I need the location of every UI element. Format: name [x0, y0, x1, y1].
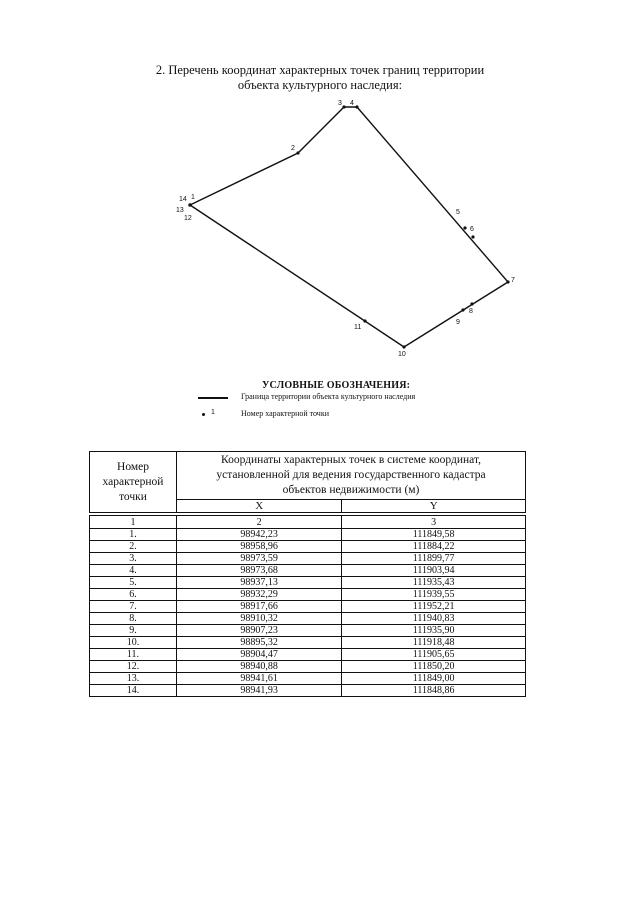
coord-y-cell: 111849,00	[342, 673, 526, 685]
point-marker	[363, 319, 366, 322]
boundary-plan	[0, 95, 640, 370]
coordinates-table	[89, 451, 526, 697]
section-heading	[0, 63, 640, 93]
point-number-cell: 7.	[90, 601, 177, 613]
coord-x-cell: 98940,88	[177, 661, 342, 673]
point-label: 5	[456, 209, 460, 216]
column-index-row	[90, 516, 526, 529]
point-marker	[402, 345, 405, 348]
table-row	[90, 637, 526, 649]
table-row	[90, 529, 526, 541]
point-marker	[342, 105, 345, 108]
coord-x-cell: 98958,96	[177, 541, 342, 553]
coord-x-cell: 98973,59	[177, 553, 342, 565]
boundary-line	[190, 107, 508, 347]
coord-y-cell: 111952,21	[342, 601, 526, 613]
column-index: 2	[177, 516, 342, 529]
point-number-cell: 14.	[90, 685, 177, 697]
legend-boundary-label: Граница территории объекта культурного наследия	[241, 392, 416, 401]
table-row	[90, 589, 526, 601]
coord-y-cell: 111905,65	[342, 649, 526, 661]
header-point-number	[90, 452, 177, 513]
table-row	[90, 577, 526, 589]
coord-x-cell: 98941,61	[177, 673, 342, 685]
table-row	[90, 661, 526, 673]
point-label: 11	[354, 324, 362, 331]
point-label: 14	[179, 196, 187, 203]
coord-y-cell: 111903,94	[342, 565, 526, 577]
point-number-cell: 12.	[90, 661, 177, 673]
header-coords-line: Координаты характерных точек в системе координат,	[220, 454, 481, 466]
column-index: 1	[90, 516, 177, 529]
coord-x-cell: 98910,32	[177, 613, 342, 625]
legend-point-number: 1	[211, 409, 215, 416]
point-marker	[471, 235, 474, 238]
coord-y-cell: 111940,83	[342, 613, 526, 625]
point-marker	[188, 203, 191, 206]
point-label: 9	[456, 319, 460, 326]
coord-y-cell: 111935,43	[342, 577, 526, 589]
point-marker	[461, 308, 464, 311]
coord-x-cell: 98907,23	[177, 625, 342, 637]
coord-x-cell: 98941,93	[177, 685, 342, 697]
point-number-cell: 11.	[90, 649, 177, 661]
point-label: 4	[350, 100, 354, 107]
coord-x-cell: 98904,47	[177, 649, 342, 661]
legend-point-marker	[202, 413, 205, 416]
point-marker	[470, 302, 473, 305]
legend-title: УСЛОВНЫЕ ОБОЗНАЧЕНИЯ:	[262, 380, 411, 391]
point-marker	[296, 151, 299, 154]
table-row	[90, 649, 526, 661]
header-x: X	[177, 500, 342, 513]
point-number-cell: 4.	[90, 565, 177, 577]
coord-x-cell: 98917,66	[177, 601, 342, 613]
header-y: Y	[342, 500, 526, 513]
point-marker	[355, 105, 358, 108]
header-number-line: характерной	[102, 475, 164, 488]
header-coordinates	[177, 452, 526, 500]
point-number-cell: 6.	[90, 589, 177, 601]
coord-x-cell: 98937,13	[177, 577, 342, 589]
header-number-line: точки	[119, 490, 147, 503]
table-row	[90, 685, 526, 697]
point-label: 7	[511, 277, 515, 284]
legend-point-label: Номер характерной точки	[241, 409, 329, 418]
point-number-cell: 10.	[90, 637, 177, 649]
point-number-cell: 8.	[90, 613, 177, 625]
point-marker	[463, 226, 466, 229]
point-label: 8	[469, 308, 473, 315]
coord-y-cell: 111848,86	[342, 685, 526, 697]
point-number-cell: 1.	[90, 529, 177, 541]
coord-y-cell: 111899,77	[342, 553, 526, 565]
coord-x-cell: 98932,29	[177, 589, 342, 601]
table-row	[90, 553, 526, 565]
table-row	[90, 613, 526, 625]
point-number-cell: 9.	[90, 625, 177, 637]
heading-line-1: 2. Перечень координат характерных точек границ территории	[155, 63, 485, 77]
table-row	[90, 565, 526, 577]
coord-x-cell: 98942,23	[177, 529, 342, 541]
coord-y-cell: 111939,55	[342, 589, 526, 601]
coord-y-cell: 111850,20	[342, 661, 526, 673]
legend-boundary-swatch	[198, 397, 228, 399]
point-number-cell: 13.	[90, 673, 177, 685]
coord-x-cell: 98895,32	[177, 637, 342, 649]
point-number-cell: 2.	[90, 541, 177, 553]
point-number-cell: 3.	[90, 553, 177, 565]
header-coords-line: установленной для ведения государственного кадастра	[216, 469, 486, 481]
coord-x-cell: 98973,68	[177, 565, 342, 577]
heading-line-2: объекта культурного наследия:	[237, 78, 403, 92]
point-number-cell: 5.	[90, 577, 177, 589]
header-number-line: Номер	[117, 460, 149, 473]
column-index: 3	[342, 516, 526, 529]
legend	[0, 380, 640, 426]
point-label: 12	[184, 215, 192, 222]
coord-y-cell: 111918,48	[342, 637, 526, 649]
table-row	[90, 601, 526, 613]
table-row	[90, 673, 526, 685]
header-coords-line: объектов недвижимости (м)	[282, 484, 420, 496]
point-label: 13	[176, 207, 184, 214]
point-label: 1	[191, 194, 195, 201]
point-marker	[506, 280, 509, 283]
table-row	[90, 625, 526, 637]
coord-y-cell: 111935,90	[342, 625, 526, 637]
point-label: 6	[470, 226, 474, 233]
point-label: 2	[291, 145, 295, 152]
coord-y-cell: 111884,22	[342, 541, 526, 553]
coord-y-cell: 111849,58	[342, 529, 526, 541]
point-label: 3	[338, 100, 342, 107]
table-row	[90, 541, 526, 553]
point-label: 10	[398, 351, 406, 358]
